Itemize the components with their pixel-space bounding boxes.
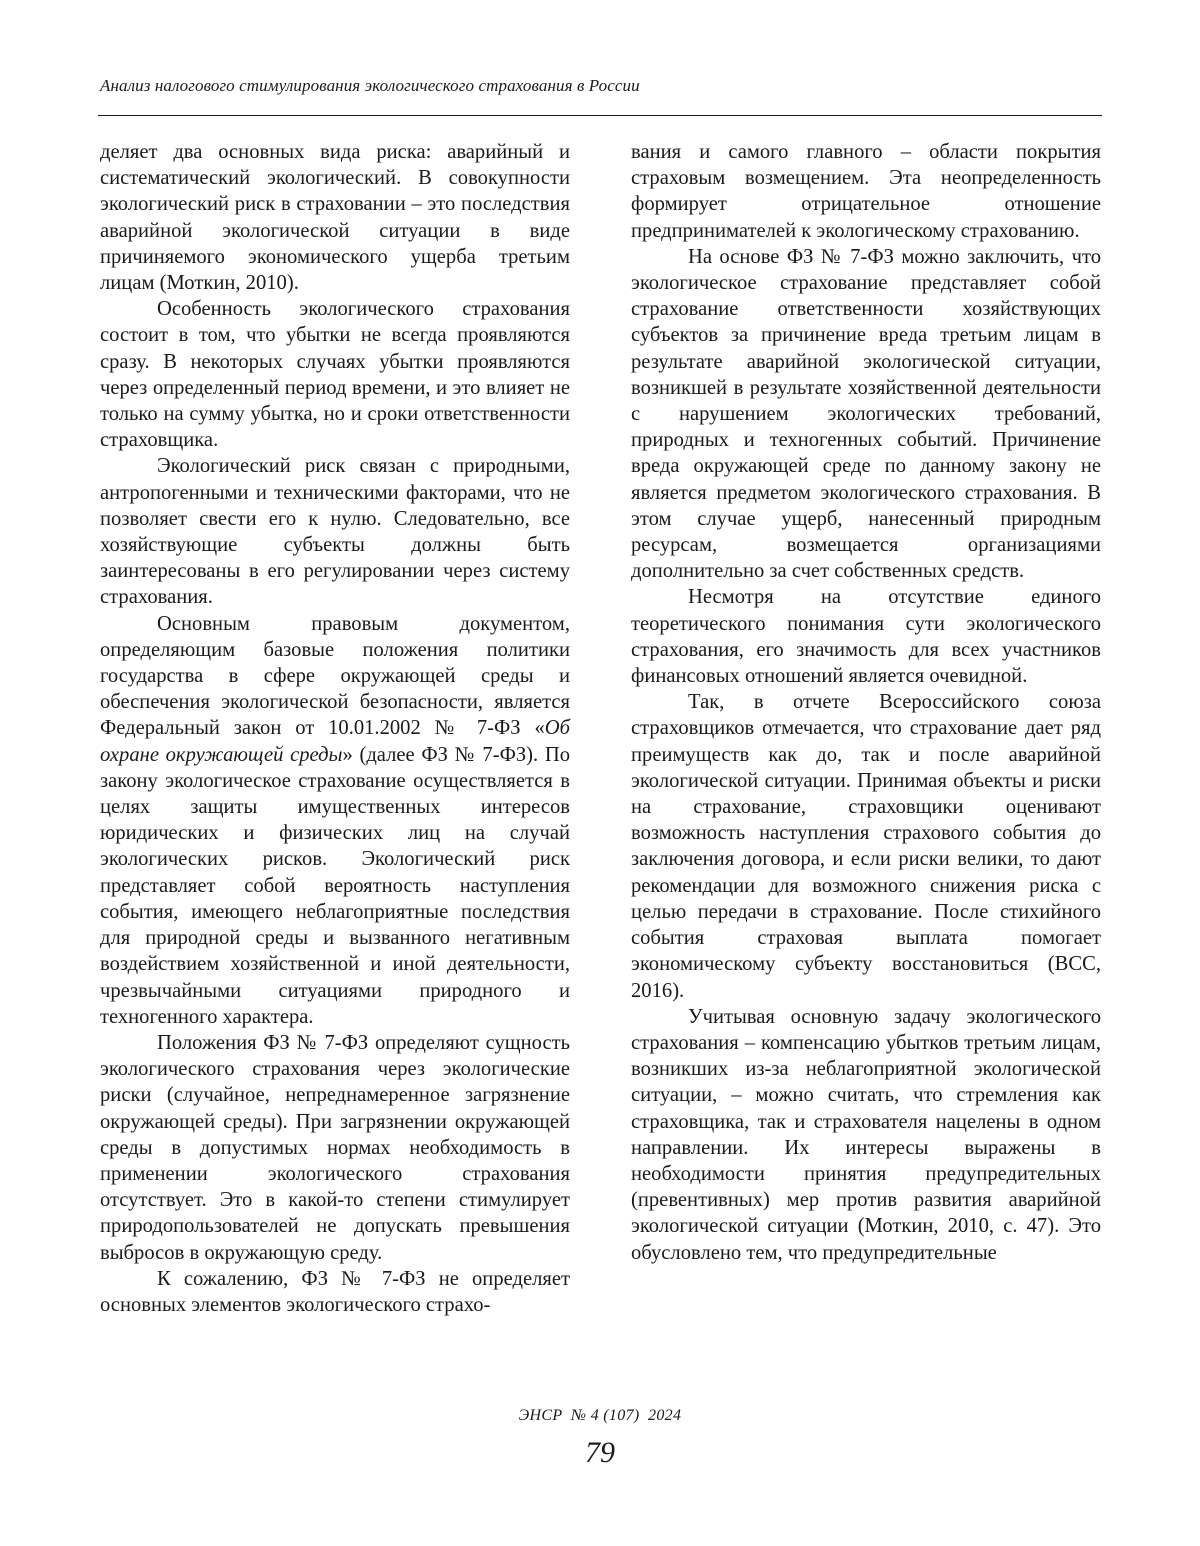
paragraph-text: » (далее ФЗ № 7-ФЗ). По закону экологическое страхование осуществляется в целях защиты имущественных интересов юридических и физических лиц на случай экологических рисков. Экологический риск представляет собой вероятность наступления события, имеющего неблагоприятные последствия для природной среды и вызванного негативным воздействием хозяйственной и иной деятельности, чрезвычайными ситуациями природного и техногенного характера. <box>100 744 570 1028</box>
page-number: 79 <box>0 1436 1200 1470</box>
paragraph: вания и самого главного – области покрытия страховым возмещением. Эта неопределенность формирует отрицательное отношение предпринимателей к экологическому страхованию. <box>631 139 1101 244</box>
right-column <box>631 139 1101 1266</box>
paragraph: деляет два основных вида риска: аварийный и систематический экологический. В совокупности экологический риск в страховании – это последствия аварийной экологической ситуации в виде причиняемого экономического ущерба третьим лицам (Моткин, 2010). <box>100 139 570 296</box>
paragraph: Особенность экологического страхования состоит в том, что убытки не всегда проявляются сразу. В некоторых случаях убытки проявляются через определенный период времени, и это влияет не только на сумму убытка, но и сроки ответственности страховщика. <box>100 296 570 453</box>
header-rule <box>98 115 1102 116</box>
paragraph: На основе ФЗ № 7-ФЗ можно заключить, что экологическое страхование представляет собой страхование ответственности хозяйствующих субъектов за причинение вреда третьим лицам в результате аварийной экологической ситуации, возникшей в результате хозяйственной деятельности с нарушением экологических требований, природных и техногенных событий. Причинение вреда окружающей среде по данному закону не является предметом экологического страхования. В этом случае ущерб, нанесенный природным ресурсам, возмещается организациями дополнительно за счет собственных средств. <box>631 244 1101 585</box>
left-column <box>100 139 570 1318</box>
paragraph: Учитывая основную задачу экологического страхования – компенсацию убытков третьим лицам, возникших из-за неблагоприятной экологической ситуации, – можно считать, что стремления как страховщика, так и страхователя нацелены в одном направлении. Их интересы выражены в необходимости принятия предупредительных (превентивных) мер против развития аварийной экологической ситуации (Моткин, 2010, с. 47). Это обусловлено тем, что предупредительные <box>631 1004 1101 1266</box>
paragraph: К сожалению, ФЗ № 7-ФЗ не определяет основных элементов экологического страхо- <box>100 1266 570 1318</box>
paragraph: Несмотря на отсутствие единого теоретического понимания сути экологического страхования, его значимость для всех участников финансовых отношений является очевидной. <box>631 584 1101 689</box>
paragraph: Так, в отчете Всероссийского союза страховщиков отмечается, что страхование дает ряд преимуществ как до, так и после аварийной экологической ситуации. Принимая объекты и риски на страхование, страховщики оценивают возможность наступления страхового события до заключения договора, и если риски велики, то дают рекомендации для возможного снижения риска с целью передачи в страхование. После стихийного события страховая выплата помогает экономическому субъекту восстановиться (ВСС, 2016). <box>631 689 1101 1003</box>
paragraph-text: Основным правовым документом, определяющим базовые положения политики государства в сфере окружающей среды и обеспечения экологической безопасности, является Федеральный закон от 10.01.2002 № 7-ФЗ « <box>100 613 570 740</box>
paragraph <box>100 611 570 1030</box>
law-title: Об охране окружающей среды <box>100 717 570 765</box>
journal-issue: ЭНСР № 4 (107) 2024 <box>0 1407 1200 1425</box>
running-title: Анализ налогового стимулирования экологического страхования в России <box>100 76 1100 96</box>
paragraph: Положения ФЗ № 7-ФЗ определяют сущность экологического страхования через экологические риски (случайное, непреднамеренное загрязнение окружающей среды). При загрязнении окружающей среды в допустимых нормах необходимость в применении экологического страхования отсутствует. Это в какой-то степени стимулирует природопользователей не допускать превышения выбросов в окружающую среду. <box>100 1030 570 1266</box>
paragraph: Экологический риск связан с природными, антропогенными и техническими факторами, что не позволяет свести его к нулю. Следовательно, все хозяйствующие субъекты должны быть заинтересованы в его регулировании через систему страхования. <box>100 453 570 610</box>
